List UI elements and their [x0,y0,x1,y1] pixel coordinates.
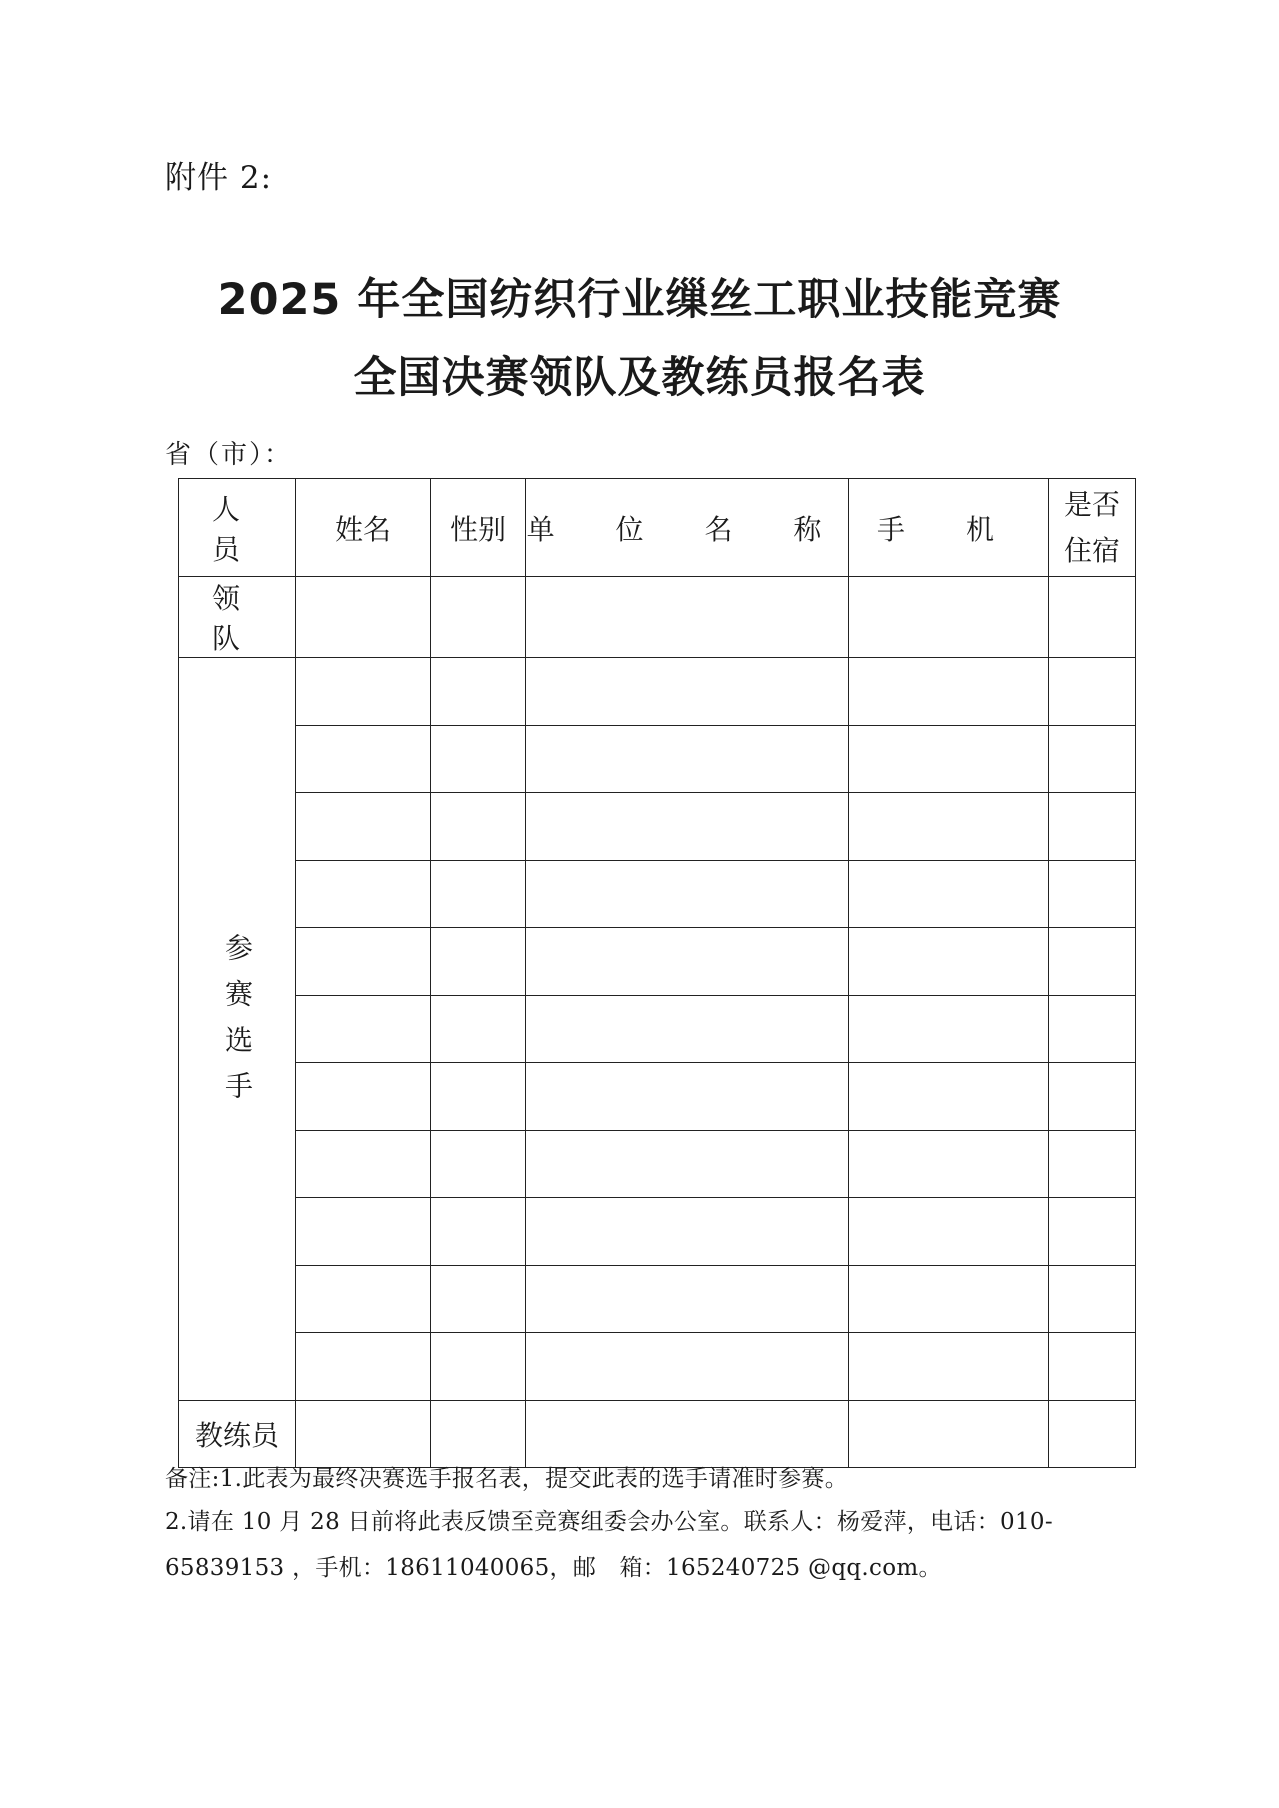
coach-phone-cell[interactable] [849,1400,1049,1467]
contestant-unit-cell[interactable] [526,928,849,996]
contestant-unit-cell[interactable] [526,725,849,793]
contestant-phone-cell[interactable] [849,1333,1049,1401]
note-line3: 65839153 ，手机：18611040065，邮 箱：165240725 @qq.com。 [165,1555,942,1581]
contestant-row [179,1333,1136,1401]
leader-phone-cell[interactable] [849,577,1049,658]
header-name: 姓名 [296,479,431,577]
note-line1: 备注:1.此表为最终决赛选手报名表，提交此表的选手请准时参赛。 [165,1466,848,1492]
contestant-lodging-cell[interactable] [1049,1265,1136,1333]
contestant-unit-cell[interactable] [526,860,849,928]
contestant-row [179,995,1136,1063]
contestant-gender-cell[interactable] [431,1333,526,1401]
province-label: 省（市）： [165,440,293,470]
contestant-lodging-cell[interactable] [1049,1130,1136,1198]
contestant-name-cell[interactable] [296,928,431,996]
header-phone: 手 机 [849,479,1049,577]
contestant-phone-cell[interactable] [849,860,1049,928]
contestant-unit-cell[interactable] [526,1063,849,1131]
leader-unit-cell[interactable] [526,577,849,658]
contestant-gender-cell[interactable] [431,1198,526,1266]
header-lodging-line2: 住宿 [1063,533,1120,567]
coach-label: 教练员 [179,1400,296,1467]
contestant-unit-cell[interactable] [526,1265,849,1333]
contestant-row [179,1130,1136,1198]
leader-label: 领 队 [179,577,296,658]
header-personnel: 人 员 [179,479,296,577]
contestant-lodging-cell[interactable] [1049,995,1136,1063]
contestant-gender-cell[interactable] [431,658,526,726]
contestant-lodging-cell[interactable] [1049,1333,1136,1401]
form-title-line1: 2025 年全国纺织行业缫丝工职业技能竞赛 [217,275,1062,325]
contestant-row [179,1265,1136,1333]
contestant-unit-cell[interactable] [526,1333,849,1401]
contestant-row [179,658,1136,726]
contestant-gender-cell[interactable] [431,928,526,996]
contestant-gender-cell[interactable] [431,1265,526,1333]
contestant-name-cell[interactable] [296,658,431,726]
contestant-lodging-cell[interactable] [1049,1198,1136,1266]
contestant-gender-cell[interactable] [431,995,526,1063]
contestant-lodging-cell[interactable] [1049,860,1136,928]
attachment-label: 附件 2: [165,160,273,196]
contestant-gender-cell[interactable] [431,793,526,861]
leader-name-cell[interactable] [296,577,431,658]
contestant-name-cell[interactable] [296,995,431,1063]
contestant-phone-cell[interactable] [849,1063,1049,1131]
table-header-row [179,479,1136,577]
header-lodging [1049,479,1136,577]
contestant-phone-cell[interactable] [849,1198,1049,1266]
contestant-phone-cell[interactable] [849,1265,1049,1333]
coach-unit-cell[interactable] [526,1400,849,1467]
contestant-unit-cell[interactable] [526,793,849,861]
contestant-gender-cell[interactable] [431,860,526,928]
contestant-phone-cell[interactable] [849,725,1049,793]
contestant-phone-cell[interactable] [849,793,1049,861]
coach-row [179,1400,1136,1467]
contestant-unit-cell[interactable] [526,1198,849,1266]
contestant-phone-cell[interactable] [849,1130,1049,1198]
header-lodging-line1: 是否 [1063,487,1120,521]
contestants-label: 参赛选手 [179,658,296,1401]
contestant-row [179,725,1136,793]
contestant-name-cell[interactable] [296,1198,431,1266]
contestant-row [179,1198,1136,1266]
contestant-name-cell[interactable] [296,860,431,928]
coach-lodging-cell[interactable] [1049,1400,1136,1467]
registration-table [178,478,1136,1468]
contestant-row [179,928,1136,996]
leader-lodging-cell[interactable] [1049,577,1136,658]
leader-gender-cell[interactable] [431,577,526,658]
contestant-unit-cell[interactable] [526,995,849,1063]
contestant-gender-cell[interactable] [431,725,526,793]
coach-name-cell[interactable] [296,1400,431,1467]
contestant-name-cell[interactable] [296,1333,431,1401]
form-title-line2: 全国决赛领队及教练员报名表 [353,353,926,403]
contestant-lodging-cell[interactable] [1049,725,1136,793]
contestant-row [179,1063,1136,1131]
header-unit: 单 位 名 称 [526,479,849,577]
contestant-phone-cell[interactable] [849,995,1049,1063]
contestant-lodging-cell[interactable] [1049,793,1136,861]
header-gender: 性别 [431,479,526,577]
contestant-phone-cell[interactable] [849,658,1049,726]
contestant-lodging-cell[interactable] [1049,1063,1136,1131]
leader-row [179,577,1136,658]
contestant-name-cell[interactable] [296,1130,431,1198]
contestant-lodging-cell[interactable] [1049,928,1136,996]
contestant-row [179,793,1136,861]
contestant-unit-cell[interactable] [526,658,849,726]
contestant-gender-cell[interactable] [431,1063,526,1131]
note-line2: 2.请在 10 月 28 日前将此表反馈至竞赛组委会办公室。联系人：杨爱萍，电话：010- [165,1509,1053,1535]
coach-gender-cell[interactable] [431,1400,526,1467]
contestant-name-cell[interactable] [296,1063,431,1131]
contestant-name-cell[interactable] [296,725,431,793]
contestant-name-cell[interactable] [296,1265,431,1333]
contestant-gender-cell[interactable] [431,1130,526,1198]
contestant-lodging-cell[interactable] [1049,658,1136,726]
contestant-row [179,860,1136,928]
contestant-phone-cell[interactable] [849,928,1049,996]
contestant-name-cell[interactable] [296,793,431,861]
contestant-unit-cell[interactable] [526,1130,849,1198]
